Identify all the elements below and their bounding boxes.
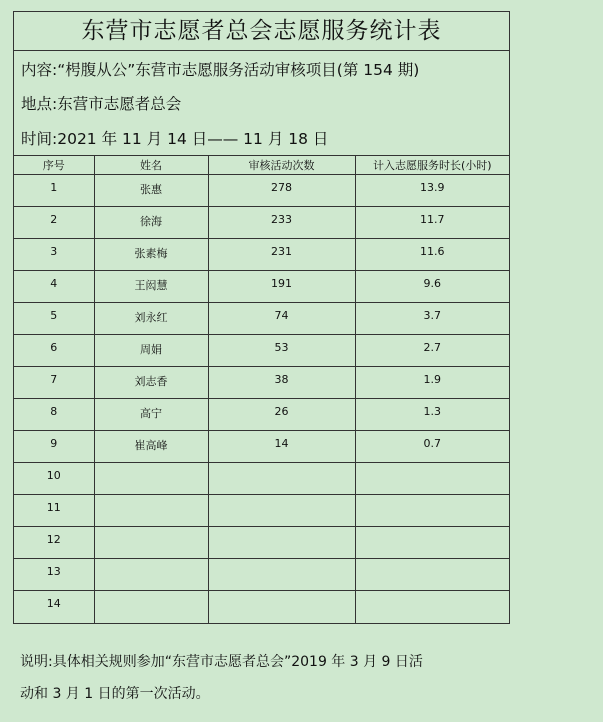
cell-review-count: 74 xyxy=(208,303,355,335)
statistics-sheet xyxy=(13,11,510,624)
table-row xyxy=(14,239,509,271)
cell-service-hours: 9.6 xyxy=(355,271,509,303)
cell-index: 4 xyxy=(14,271,94,303)
cell-index: 8 xyxy=(14,399,94,431)
cell-name xyxy=(94,495,208,527)
location-line: 地点:东营市志愿者总会 xyxy=(21,95,182,113)
volunteer-table xyxy=(14,155,509,623)
cell-name: 王闳慧 xyxy=(94,271,208,303)
table-row xyxy=(14,175,509,207)
sheet-title: 东营市志愿者总会志愿服务统计表 xyxy=(14,12,509,51)
header-name: 姓名 xyxy=(94,156,208,175)
cell-name: 刘永红 xyxy=(94,303,208,335)
table-row xyxy=(14,335,509,367)
cell-review-count: 233 xyxy=(208,207,355,239)
cell-name xyxy=(94,527,208,559)
cell-name: 刘志香 xyxy=(94,367,208,399)
cell-review-count xyxy=(208,591,355,623)
note-line-2: 动和 3 月 1 日的第一次活动。 xyxy=(20,686,210,702)
cell-review-count: 191 xyxy=(208,271,355,303)
cell-name: 张惠 xyxy=(94,175,208,207)
cell-name xyxy=(94,463,208,495)
cell-index: 2 xyxy=(14,207,94,239)
table-row xyxy=(14,303,509,335)
header-index: 序号 xyxy=(14,156,94,175)
cell-service-hours xyxy=(355,527,509,559)
cell-service-hours xyxy=(355,495,509,527)
cell-service-hours: 2.7 xyxy=(355,335,509,367)
cell-service-hours: 11.6 xyxy=(355,239,509,271)
cell-index: 3 xyxy=(14,239,94,271)
table-header-row xyxy=(14,156,509,175)
cell-name: 徐海 xyxy=(94,207,208,239)
cell-review-count xyxy=(208,495,355,527)
cell-review-count xyxy=(208,559,355,591)
table-row xyxy=(14,559,509,591)
cell-review-count xyxy=(208,463,355,495)
cell-index: 14 xyxy=(14,591,94,623)
table-row xyxy=(14,431,509,463)
header-review-count: 审核活动次数 xyxy=(208,156,355,175)
cell-service-hours: 3.7 xyxy=(355,303,509,335)
cell-service-hours: 11.7 xyxy=(355,207,509,239)
cell-index: 10 xyxy=(14,463,94,495)
cell-index: 1 xyxy=(14,175,94,207)
table-row xyxy=(14,463,509,495)
table-row xyxy=(14,399,509,431)
cell-service-hours: 13.9 xyxy=(355,175,509,207)
header-service-hours: 计入志愿服务时长(小时) xyxy=(355,156,509,175)
note xyxy=(20,646,520,710)
cell-name xyxy=(94,591,208,623)
time-line: 时间:2021 年 11 月 14 日—— 11 月 18 日 xyxy=(21,130,329,148)
cell-review-count: 278 xyxy=(208,175,355,207)
cell-review-count: 231 xyxy=(208,239,355,271)
cell-name xyxy=(94,559,208,591)
table-row xyxy=(14,367,509,399)
cell-index: 5 xyxy=(14,303,94,335)
cell-index: 9 xyxy=(14,431,94,463)
table-row xyxy=(14,591,509,623)
cell-service-hours xyxy=(355,463,509,495)
cell-service-hours: 1.3 xyxy=(355,399,509,431)
cell-service-hours xyxy=(355,591,509,623)
cell-name: 张素梅 xyxy=(94,239,208,271)
cell-name: 崔高峰 xyxy=(94,431,208,463)
cell-name: 周娟 xyxy=(94,335,208,367)
cell-service-hours: 1.9 xyxy=(355,367,509,399)
cell-index: 6 xyxy=(14,335,94,367)
content-line: 内容:“枵腹从公”东营市志愿服务活动审核项目(第 154 期) xyxy=(21,61,420,79)
cell-name: 高宁 xyxy=(94,399,208,431)
cell-service-hours: 0.7 xyxy=(355,431,509,463)
cell-review-count: 26 xyxy=(208,399,355,431)
table-row xyxy=(14,271,509,303)
cell-review-count: 14 xyxy=(208,431,355,463)
cell-index: 12 xyxy=(14,527,94,559)
cell-index: 7 xyxy=(14,367,94,399)
cell-review-count: 38 xyxy=(208,367,355,399)
cell-service-hours xyxy=(355,559,509,591)
note-line-1: 说明:具体相关规则参加“东营市志愿者总会”2019 年 3 月 9 日活 xyxy=(20,654,423,670)
cell-index: 13 xyxy=(14,559,94,591)
cell-index: 11 xyxy=(14,495,94,527)
table-row xyxy=(14,495,509,527)
table-row xyxy=(14,527,509,559)
table-row xyxy=(14,207,509,239)
cell-review-count: 53 xyxy=(208,335,355,367)
cell-review-count xyxy=(208,527,355,559)
